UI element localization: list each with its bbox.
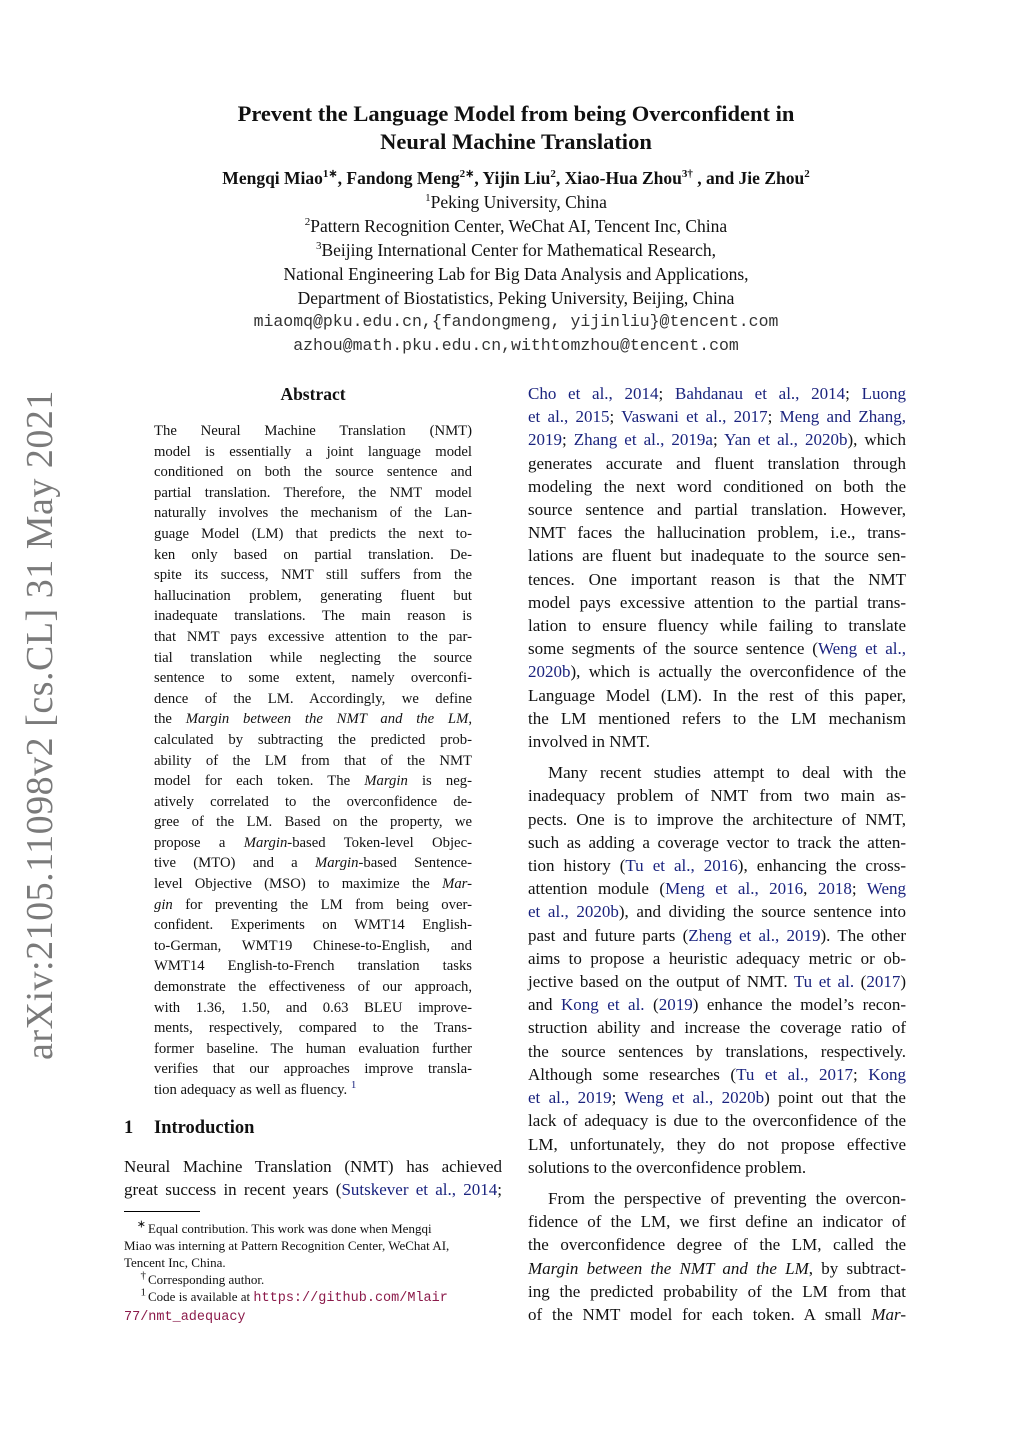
intro-paragraph	[124, 1155, 502, 1201]
citation-link[interactable]: Bahdanau et al., 2014	[674, 384, 846, 403]
text-run: model pays excessive attention to the partial trans-	[528, 592, 906, 612]
author-name: , Fandong Meng	[337, 168, 460, 188]
footnote-line: Tencent Inc, China.	[124, 1255, 226, 1270]
abstract-line: conditioned on both the source sentence and	[154, 464, 472, 481]
body-line	[528, 1133, 906, 1156]
text-run: the	[154, 711, 186, 728]
left-column	[124, 382, 502, 1326]
author-list	[124, 166, 908, 190]
emphasis-term: gin	[154, 896, 173, 913]
text-run: (	[854, 972, 867, 992]
text-run: is neg-	[407, 773, 472, 790]
body-paragraph	[528, 1187, 906, 1326]
text-run: ;	[497, 1179, 502, 1199]
body-line	[528, 947, 906, 970]
citation-link[interactable]: 2018	[817, 879, 852, 899]
footnote	[124, 1288, 502, 1326]
body-line	[528, 1109, 906, 1132]
body-line	[528, 1156, 906, 1179]
citation-link[interactable]: Sutskever et al., 2014	[341, 1179, 498, 1199]
citation-link[interactable]: 2019	[658, 995, 693, 1015]
affiliation: National Engineering Lab for Big Data Analysis and Applications,	[283, 264, 749, 284]
text-run: the source sentences by translations, respectively.	[528, 1041, 906, 1061]
abstract-line: verifies that our approaches improve transla-	[154, 1061, 472, 1078]
citation-link[interactable]: 2020b	[528, 662, 571, 682]
text-run: ), which is actually the overconfidence of the	[570, 662, 906, 682]
body-line	[528, 1040, 906, 1063]
text-run: ) enhance the model’s recon-	[692, 995, 906, 1015]
text-run: lations are fluent but inadequate to the source sen-	[528, 546, 906, 566]
abstract-line: former baseline. The human evaluation further	[154, 1040, 472, 1057]
emphasis-term: Mar-	[442, 876, 472, 893]
author-affil-mark: 1∗	[322, 168, 338, 181]
text-run: ;	[851, 879, 867, 899]
abstract-line: model is essentially a joint language model	[154, 443, 472, 460]
citation-link[interactable]: Luong	[861, 384, 906, 403]
citation-link[interactable]: Weng	[866, 879, 907, 899]
abstract-line: ability of the LM from that of the NMT	[154, 752, 472, 769]
citation-link[interactable]: Kong et al.	[561, 995, 645, 1015]
body-line	[528, 637, 906, 660]
text-run: , by subtract-	[808, 1258, 906, 1278]
body-line	[528, 544, 906, 567]
body-line	[528, 498, 906, 521]
citation-link[interactable]: Kong	[868, 1064, 906, 1084]
body-line	[528, 1063, 906, 1086]
abstract-line	[154, 833, 472, 854]
abstract-line: guage Model (LM) that predicts the next to-	[154, 525, 472, 542]
text-run: ;	[562, 430, 574, 450]
body-line	[528, 568, 906, 591]
text-run: of the NMT model for each token. A small	[528, 1304, 872, 1324]
affiliation	[124, 238, 908, 262]
citation-link[interactable]: 2017	[866, 972, 901, 992]
text-run: LM, unfortunately, they do not propose effective	[528, 1134, 906, 1154]
abstract-line: ken only based on partial translation. De-	[154, 546, 472, 563]
code-repository-link[interactable]: 77/nmt_adequacy	[124, 1310, 246, 1325]
body-line	[528, 591, 906, 614]
emphasis-term: Margin between the NMT and the LM	[185, 711, 469, 728]
abstract-line: tial translation while neglecting the source	[154, 649, 472, 666]
body-line	[528, 452, 906, 475]
body-line	[528, 993, 906, 1016]
text-run: model for each token. The	[154, 773, 365, 790]
text-run: inadequacy problem of NMT from two main as-	[528, 786, 906, 806]
footnote-link[interactable]: 1	[350, 1079, 357, 1092]
text-run: the LM mentioned refers to the LM mechanism	[528, 708, 906, 728]
text-run: (	[644, 995, 659, 1015]
text-run: jective based on the output of NMT.	[528, 972, 794, 992]
text-run: level Objective (MSO) to maximize the	[154, 876, 443, 893]
paper-title	[124, 100, 908, 156]
text-run: ), enhancing the cross-	[737, 856, 907, 876]
text-run: modeling the next word conditioned on both the	[528, 476, 906, 496]
body-line	[528, 428, 906, 451]
text-run: ;	[658, 384, 675, 403]
text-run: lack of adequacy is due to the overconfidence of the	[528, 1111, 906, 1131]
title-line: Neural Machine Translation	[380, 129, 652, 154]
abstract-line: ments, respectively, compared to the Trans-	[154, 1020, 472, 1037]
paper-header	[124, 100, 908, 358]
code-repository-link[interactable]: https://github.com/Mlair	[253, 1291, 448, 1306]
citation-link[interactable]: Yan et al., 2020b	[724, 430, 848, 450]
citation-link[interactable]: et al., 2020b	[528, 902, 619, 922]
citation-link[interactable]: et al., 2015	[528, 407, 610, 427]
affiliation-text: Peking University, China	[430, 192, 607, 212]
abstract-line: with 1.36, 1.50, and 0.63 BLEU improve-	[154, 999, 472, 1016]
abstract-line: hallucination problem, generating fluent but	[154, 587, 472, 604]
citation-link[interactable]: Zheng et al., 2019	[688, 925, 821, 945]
text-run: ;	[609, 407, 622, 427]
author-email-line[interactable]: azhou@math.pku.edu.cn,withtomzhou@tencent.com	[293, 336, 739, 355]
abstract-line: dence of the LM. Accordingly, we define	[154, 690, 472, 707]
citation-link[interactable]: Tu et al.	[793, 972, 855, 992]
body-line	[528, 1233, 906, 1256]
abstract-line	[154, 853, 472, 874]
citation-link[interactable]: Zhang et al., 2019a	[573, 430, 713, 450]
text-run: tion history (	[528, 856, 626, 876]
abstract-line: that NMT pays excessive attention to the par-	[154, 628, 472, 645]
text-run: fidence of the LM, we first define an indicator of	[528, 1212, 906, 1232]
text-run: Many recent studies attempt to deal with the	[548, 763, 906, 783]
abstract-body	[154, 421, 472, 1101]
text-run: From the perspective of preventing the overcon-	[548, 1188, 906, 1208]
text-run: solutions to the overconfidence problem.	[528, 1157, 807, 1177]
text-run: ;	[611, 1088, 625, 1108]
text-run: )	[900, 972, 906, 992]
footnote	[124, 1220, 502, 1271]
text-run: ;	[767, 407, 780, 427]
affiliation-mark: 1	[425, 192, 431, 205]
footnote-mark: ∗	[136, 1218, 146, 1231]
citation-link[interactable]: et al., 2019	[528, 1088, 612, 1108]
abstract-line	[154, 1080, 472, 1101]
text-run: ,	[468, 711, 472, 728]
section-number: 1	[124, 1117, 134, 1138]
abstract-line: gree of the LM. Based on the property, we	[154, 814, 472, 831]
footnote-line	[124, 1220, 502, 1237]
body-line	[528, 614, 906, 637]
text-run: tences. One important reason is that the NMT	[528, 569, 906, 589]
affiliation	[124, 190, 908, 214]
body-line	[528, 684, 906, 707]
author-email-line[interactable]: miaomq@pku.edu.cn,{fandongmeng, yijinliu}@tencent.com	[253, 312, 779, 331]
footnote-line	[124, 1307, 502, 1326]
body-line: Neural Machine Translation (NMT) has achieved	[124, 1156, 502, 1176]
body-line	[528, 405, 906, 428]
abstract-line	[154, 874, 472, 895]
body-line	[528, 970, 906, 993]
citation-link[interactable]: Weng et al., 2020b	[624, 1088, 765, 1108]
text-run: attention module (	[528, 879, 666, 899]
text-run: ing the predicted probability of the LM from that	[528, 1281, 906, 1301]
text-run: ;	[845, 384, 862, 403]
abstract-line: WMT14 English-to-French translation tasks	[154, 958, 472, 975]
emphasis-term: Margin	[243, 834, 288, 851]
footnote-line: Miao was interning at Pattern Recognition Center, WeChat AI,	[124, 1238, 450, 1253]
body-line	[528, 831, 906, 854]
text-run: -based Sentence-	[358, 855, 472, 872]
emphasis-term: Margin	[314, 855, 359, 872]
abstract-line	[154, 895, 472, 916]
body-line	[528, 1016, 906, 1039]
text-run: Equal contribution. This work was done when Mengqi	[148, 1221, 432, 1236]
body-line	[528, 475, 906, 498]
body-line	[528, 660, 906, 683]
body-line	[528, 1210, 906, 1233]
body-line	[528, 1187, 906, 1210]
author-affil-mark: 3†	[681, 168, 693, 181]
text-run: source sentence and partial translation. However,	[528, 500, 906, 520]
body-line	[528, 1257, 906, 1280]
text-run: and	[528, 995, 562, 1015]
author-affil-mark: 2	[804, 168, 810, 181]
author-name: , Yijin Liu	[474, 168, 551, 188]
text-run: -based Token-level Objec-	[287, 834, 472, 851]
text-run: ;	[852, 1064, 869, 1084]
affiliation-mark: 3	[315, 240, 322, 253]
abstract-line: The Neural Machine Translation (NMT)	[154, 423, 472, 439]
text-run: Language Model (LM). In the rest of this paper,	[528, 685, 906, 705]
text-run: great success in recent years (	[124, 1179, 342, 1199]
citation-link[interactable]: Meng and Zhang,	[779, 407, 906, 427]
body-line	[528, 521, 906, 544]
body-line	[528, 877, 906, 900]
body-line	[528, 761, 906, 784]
body-line	[528, 784, 906, 807]
text-run: struction ability and increase the coverage ratio of	[528, 1018, 906, 1038]
author-name: , and Jie Zhou	[692, 168, 805, 188]
text-run: some segments of the source sentence (	[528, 639, 818, 659]
text-run: tion adequacy as well as fluency.	[154, 1082, 348, 1098]
abstract-line: inadequate translations. The main reason is	[154, 608, 472, 625]
text-run: ;	[712, 430, 725, 450]
body-line	[528, 924, 906, 947]
body-line	[528, 854, 906, 877]
footnote-line	[124, 1288, 502, 1307]
abstract-line: calculated by subtracting the predicted prob-	[154, 731, 472, 748]
footnote-mark: †	[140, 1269, 146, 1282]
text-run: ,	[803, 879, 818, 899]
body-paragraph	[528, 382, 906, 753]
arxiv-identifier-stamp: arXiv:2105.11098v2 [cs.CL] 31 May 2021	[19, 390, 61, 1060]
body-line	[528, 730, 906, 753]
abstract-line: spite its success, NMT still suffers from the	[154, 567, 472, 584]
body-line	[528, 808, 906, 831]
affiliation: Department of Biostatistics, Peking University, Beijing, China	[297, 288, 735, 308]
right-column	[528, 382, 906, 1326]
text-run: NMT faces the hallucination problem, i.e., trans-	[528, 523, 906, 543]
abstract-line: atively correlated to the overconfidence de-	[154, 793, 472, 810]
author-name: , Xiao-Hua Zhou	[555, 168, 682, 188]
body-paragraph	[528, 761, 906, 1179]
text-run: lation to ensure fluency while failing to translate	[528, 616, 906, 636]
abstract-line	[154, 709, 472, 730]
abstract-line	[154, 771, 472, 792]
emphasis-term: Margin	[364, 773, 408, 790]
author-name: Mengqi Miao	[222, 168, 323, 188]
abstract-line: demonstrate the effectiveness of our approach,	[154, 979, 472, 996]
text-run: past and future parts (	[528, 925, 689, 945]
text-run: for preventing the LM from being over-	[172, 896, 472, 913]
footnote-line	[124, 1271, 502, 1288]
footnote	[124, 1271, 502, 1288]
text-run: tive (MTO) and a	[154, 855, 315, 872]
abstract-line: naturally involves the mechanism of the Lan-	[154, 505, 472, 522]
body-line	[528, 707, 906, 730]
citation-link[interactable]: Tu et al., 2017	[736, 1064, 853, 1084]
title-line: Prevent the Language Model from being Overconfident in	[237, 101, 795, 126]
citation-link[interactable]: Vaswani et al., 2017	[621, 407, 768, 427]
citation-link[interactable]: Meng et al., 2016	[665, 879, 804, 899]
body-line	[528, 1303, 906, 1326]
text-run: ) point out that the	[764, 1088, 906, 1108]
citation-link[interactable]: 2019	[528, 430, 562, 450]
abstract-line: partial translation. Therefore, the NMT model	[154, 484, 472, 501]
author-affil-mark: 2	[550, 168, 556, 181]
body-line	[124, 1178, 502, 1201]
text-run: aims to propose a heuristic adequacy metric or ob-	[528, 948, 906, 968]
author-affil-mark: 2∗	[459, 168, 475, 181]
text-run: propose a	[154, 834, 244, 851]
body-line	[528, 1086, 906, 1109]
affiliation-text: Beijing International Center for Mathematical Research,	[321, 240, 717, 260]
body-line	[528, 900, 906, 923]
abstract-line: to-German, WMT19 Chinese-to-English, and	[154, 937, 472, 954]
emphasis-term: Margin between the NMT and the LM	[528, 1258, 809, 1278]
abstract-heading: Abstract	[280, 384, 346, 404]
text-run: Corresponding author.	[148, 1272, 265, 1287]
text-run: involved in NMT.	[528, 732, 650, 752]
text-run: the overconfidence degree of the LM, called the	[528, 1235, 906, 1255]
emphasis-term: Mar-	[871, 1304, 906, 1324]
footnote-mark: 1	[140, 1286, 146, 1299]
abstract-line: confident. Experiments on WMT14 English-	[154, 917, 472, 934]
text-run: such as adding a coverage vector to track the atten-	[528, 832, 906, 852]
citation-link[interactable]: Tu et al., 2016	[625, 856, 738, 876]
text-run: Although some researches (	[528, 1064, 737, 1084]
affiliation-mark: 2	[304, 216, 311, 229]
text-run: ). The other	[820, 925, 906, 945]
section-title: Introduction	[154, 1117, 255, 1138]
text-run: pects. One is to improve the architecture of NMT,	[528, 809, 906, 829]
text-run: ), which	[847, 430, 906, 450]
body-line	[528, 1280, 906, 1303]
section-heading-introduction	[124, 1115, 502, 1141]
text-run: ), and dividing the source sentence into	[618, 902, 906, 922]
citation-link[interactable]: Cho et al., 2014	[528, 384, 659, 403]
text-run: generates accurate and fluent translation through	[528, 453, 906, 473]
affiliation-text: Pattern Recognition Center, WeChat AI, Tencent Inc, China	[310, 216, 728, 236]
affiliation	[124, 214, 908, 238]
footnote-divider	[124, 1211, 200, 1212]
text-run: Code is available at	[148, 1289, 254, 1304]
body-line	[528, 382, 906, 405]
abstract-line: sentence to some extent, namely overconfi-	[154, 670, 472, 687]
citation-link[interactable]: Weng et al.,	[817, 639, 906, 659]
